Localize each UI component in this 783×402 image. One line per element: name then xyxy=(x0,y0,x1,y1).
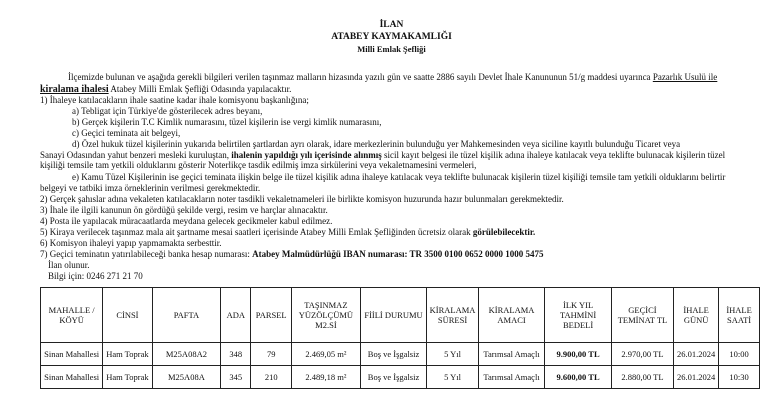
intro-line-1 xyxy=(68,72,717,83)
item-7-text: 7) Geçici teminatın yatırılabileceği banka hesap numarası: xyxy=(40,249,250,259)
col-header-area: TAŞINMAZ YÜZÖLÇÜMÜ M2.Sİ xyxy=(292,288,361,343)
table-cell: Boş ve İşgalsiz xyxy=(360,366,427,389)
contact-phone: Bilgi için: 0246 271 21 70 xyxy=(48,271,143,281)
col-header-type: CİNSİ xyxy=(103,288,152,343)
table-cell: 26.01.2024 xyxy=(674,366,719,389)
table-cell: 26.01.2024 xyxy=(674,343,719,366)
table-cell: Tarımsal Amaçlı xyxy=(478,343,545,366)
item-1e-line-1: e) Kamu Tüzel Kişilerinin ise geçici teminata ilişkin belge ile tüzel kişilik adına ihaleye katılacak veya teklifte bulunacak kişilerin tüzel kişiliği temsile tam yetkili olduklarını belirtir xyxy=(72,172,726,182)
table-cell: 2.469,05 m² xyxy=(292,343,361,366)
item-1b: b) Gerçek kişilerin T.C Kimlik numarasını, tüzel kişilerin ise vergi kimlik numarasını, xyxy=(72,117,382,127)
table-cell: 10:30 xyxy=(719,366,760,389)
table-cell: 2.970,00 TL xyxy=(611,343,673,366)
table-cell: 2.489,18 m² xyxy=(292,366,361,389)
table-row xyxy=(41,343,760,366)
col-header-parcel: PARSEL xyxy=(251,288,292,343)
intro-text: İlçemizde bulunan ve aşağıda gerekli bilgileri verilen taşınmaz malların hizasında yazılı gün ve saatte 2886 sayılı Devlet İhale Kanununun 51/g maddesi uyarınca xyxy=(68,72,651,82)
col-header-neighborhood: MAHALLE / KÖYÜ xyxy=(41,288,103,343)
table-cell: Boş ve İşgalsiz xyxy=(360,343,427,366)
col-header-block: ADA xyxy=(221,288,251,343)
item-5-text: 5) Kiraya verilecek taşınmaz mala ait şartname mesai saatleri içerisinde Atabey Milli Emlak Şefliğinden ücretsiz olarak xyxy=(40,227,471,237)
item-4: 4) Posta ile yapılacak müracaatlarda meydana gelecek gecikmeler kabul edilmez. xyxy=(40,216,333,226)
col-header-tender-time: İHALE SAATİ xyxy=(719,288,760,343)
table-cell: 2.880,00 TL xyxy=(611,366,673,389)
item-2: 2) Gerçek şahıslar adına vekaleten katılacakların noter tasdikli vekaletnameleri ile birlikte komisyon huzurunda hazır bulunmaları gerekmektedir. xyxy=(40,194,564,204)
notice-dept: Milli Emlak Şefliği xyxy=(357,44,426,54)
col-header-status: FİİLİ DURUMU xyxy=(360,288,427,343)
table-cell: Sinan Mahallesi xyxy=(41,366,103,389)
item-1e-line-2: belgeyi ve tatbiki imza örneklerinin verilmesi gerekmektedir. xyxy=(40,183,261,193)
col-header-deposit: GEÇİCİ TEMİNAT TL xyxy=(611,288,673,343)
table-cell: M25A08A2 xyxy=(152,343,221,366)
lease-tender: kiralama ihalesi xyxy=(40,84,109,95)
iban-number: Atabey Malmüdürlüğü IBAN numarası: TR 3500 0100 0652 0000 1000 5475 xyxy=(252,249,544,259)
intro-text-rest: Atabey Milli Emlak Şefliği Odasında yapılacaktır. xyxy=(110,84,292,94)
item-1d-text: Sanayi Odasından yahut benzeri mesleki kuruluştan, xyxy=(40,150,229,160)
table-cell: 9.600,00 TL xyxy=(545,366,612,389)
notice-org: ATABEY KAYMAKAMLIĞI xyxy=(331,32,452,42)
table-cell: 348 xyxy=(221,343,251,366)
procedure-method: Pazarlık Usulü ile xyxy=(652,72,718,82)
table-cell: Sinan Mahallesi xyxy=(41,343,103,366)
table-cell: 345 xyxy=(221,366,251,389)
property-table xyxy=(40,287,760,389)
col-header-map-sheet: PAFTA xyxy=(152,288,221,343)
table-cell: 210 xyxy=(251,366,292,389)
col-header-lease-purpose: KİRALAMA AMACI xyxy=(478,288,545,343)
table-cell: 10:00 xyxy=(719,343,760,366)
table-cell: Ham Toprak xyxy=(103,366,152,389)
item-5-emphasis: görülebilecektir. xyxy=(472,227,536,237)
item-5 xyxy=(40,227,535,238)
intro-line-2 xyxy=(40,84,291,95)
table-header-row xyxy=(41,288,760,343)
closing-statement: İlan olunur. xyxy=(48,260,90,270)
item-1a: a) Tebligat için Türkiye'de gösterilecek adres beyanı, xyxy=(72,106,263,116)
notice-title: İLAN xyxy=(379,20,404,30)
item-1d-line-1: d) Özel hukuk tüzel kişilerinin yukarıda belirtilen şartlardan ayrı olarak, idare merkezlerinin bulunduğu yer Mahkemesinden veya siciline kayıtlı bulunduğu Ticaret veya xyxy=(72,139,681,149)
item-1: 1) İhaleye katılacakların ihale saatine kadar ihale komisyonu başkanlığına; xyxy=(40,95,309,105)
item-7 xyxy=(40,249,544,260)
table-cell: 79 xyxy=(251,343,292,366)
item-1c: c) Geçici teminata ait belgeyi, xyxy=(72,128,181,138)
col-header-lease-period: KİRALAMA SÜRESİ xyxy=(427,288,479,343)
item-3: 3) İhale ile ilgili kanunun ön gördüğü şekilde vergi, resim ve harçlar alınacaktır. xyxy=(40,205,328,215)
item-6: 6) Komisyon ihaleyi yapıp yapmamakta serbesttir. xyxy=(40,238,222,248)
table-cell: 5 Yıl xyxy=(427,366,479,389)
table-row xyxy=(41,366,760,389)
table-cell: Ham Toprak xyxy=(103,343,152,366)
table-cell: 9.900,00 TL xyxy=(545,343,612,366)
table-cell: 5 Yıl xyxy=(427,343,479,366)
table-cell: M25A08A xyxy=(152,366,221,389)
col-header-tender-date: İHALE GÜNÜ xyxy=(674,288,719,343)
item-1d-text-rest: sicil kayıt belgesi ile tüzel kişilik adına ihaleye katılacak veya teklifte bulunacak kişilerin tüzel xyxy=(383,150,726,160)
item-1d-line-3: kişiliği temsile tam yetkili olduklarını gösterir Noterlikçe tasdik edilmiş imza sirkülerini veya vekaletnamesini vermeleri, xyxy=(40,160,477,170)
item-1d-emphasis: ihalenin yapıldığı yılı içerisinde alınmış xyxy=(231,150,382,160)
col-header-first-year-price: İLK YIL TAHMİNİ BEDELİ xyxy=(545,288,612,343)
table-cell: Tarımsal Amaçlı xyxy=(478,366,545,389)
